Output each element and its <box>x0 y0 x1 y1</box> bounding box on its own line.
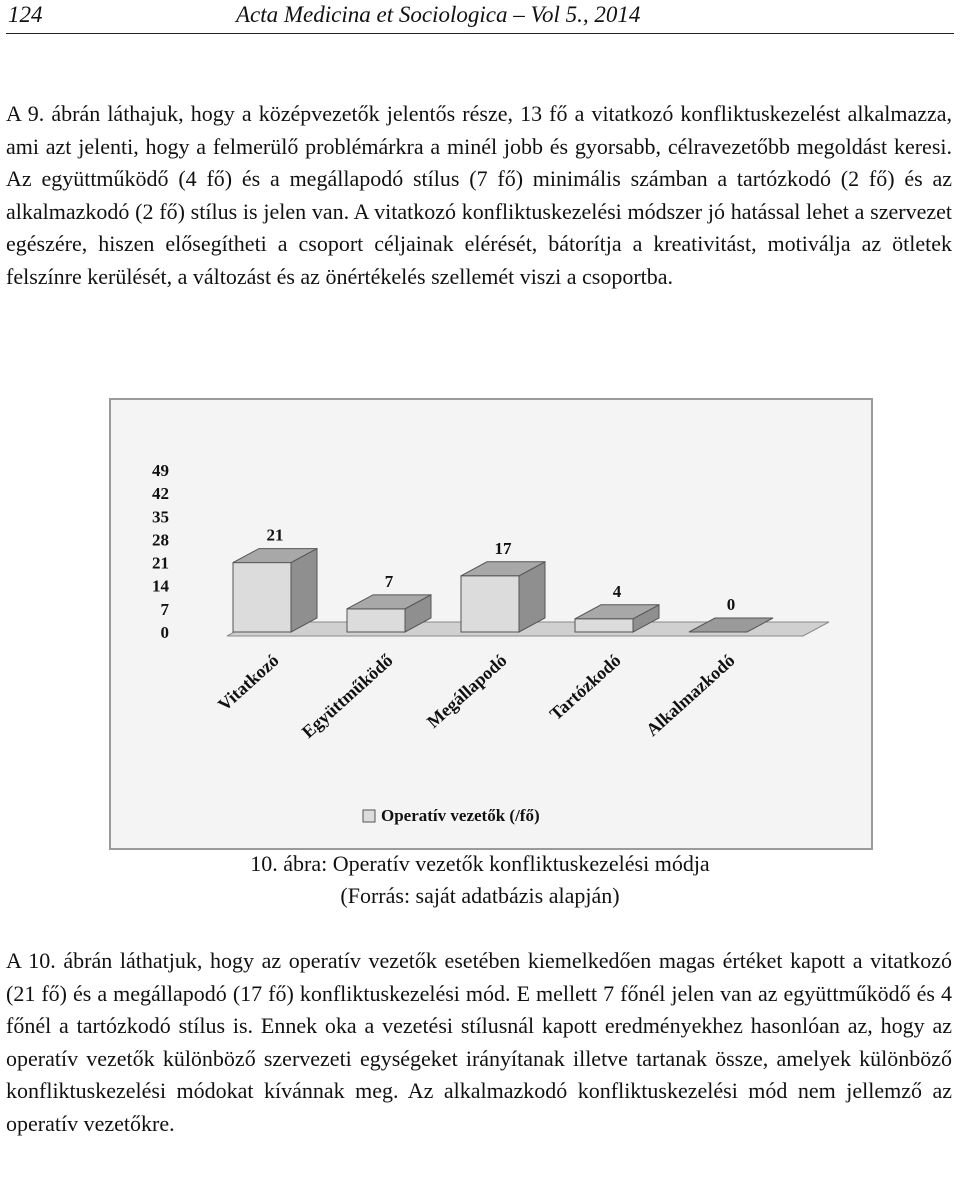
y-tick-label: 49 <box>152 461 169 480</box>
legend-swatch <box>363 810 375 822</box>
journal-title: Acta Medicina et Sociologica – Vol 5., 2014 <box>236 2 641 27</box>
figure-caption-source: (Forrás: saját adatbázis alapján) <box>340 883 620 908</box>
running-header <box>6 0 954 40</box>
bar <box>461 576 519 632</box>
header-rule <box>6 33 954 34</box>
data-label: 21 <box>266 525 284 545</box>
bar-side <box>291 549 317 632</box>
body-paragraph-1: A 9. ábrán láthajuk, hogy a középvezetők jelentős része, 13 fő a vitatkozó konfliktuskezelést alkalmazza, ami azt jelenti, hogy a felmerülő problémárkra a minél jobb és gyorsabb, célravezetőbb megoldást keresi. Az együttműködő (4 fő) és a megállapodó stílus (7 fő) minimális számban a tartózkodó (2 fő) és az alkalmazkodó (2 fő) stílus is jelen van. A vitatkozó konfliktuskezelési módszer jó hatással lehet a szervezet egészére, hiszen elősegítheti a csoport céljainak elérését, bátorítja a kreativitást, motiválja az ötletek felszínre kerülését, a változást és az önértékelés szellemét viszi a csoportba. <box>6 101 952 289</box>
bar-chart-3d <box>111 400 871 848</box>
bar <box>347 609 405 632</box>
category-label: Együttműködő <box>297 650 397 742</box>
y-tick-label: 21 <box>152 553 169 573</box>
y-tick-label: 28 <box>152 530 169 550</box>
body-paragraph-2: A 10. ábrán láthatjuk, hogy az operatív vezetők esetében kiemelkedően magas értéket kapott a vitatkozó (21 fő) és a megállapodó (17 fő) konfliktuskezelési mód. E mellett 7 főnél jelen van az együttműködő és 4 főnél a tartózkodó stílus is. Ennek oka a vezetési stílusnál kapott eredményekhez hasonlóan az, hogy az operatív vezetők különböző szervezeti egységeket irányítanak illetve tartanak össze, amelyek különböző konfliktuskezelési módokat kívánnak meg. Az alkalmazkodó konfliktuskezelési mód nem jellemző az operatív vezetőkre. <box>6 948 952 1136</box>
category-label: Vitatkozó <box>214 650 283 715</box>
data-label: 7 <box>384 571 394 591</box>
category-label: Megállapodó <box>422 650 511 732</box>
bar <box>575 619 633 632</box>
y-tick-label: 14 <box>152 576 169 596</box>
data-label: 0 <box>726 595 736 614</box>
y-tick-label: 42 <box>152 484 169 504</box>
bar <box>233 563 291 632</box>
y-tick-label: 35 <box>152 507 169 527</box>
data-label: 17 <box>494 538 512 558</box>
category-label: Tartózkodó <box>545 650 625 725</box>
y-tick-label: 0 <box>160 623 169 642</box>
category-label: Alkalmazkodó <box>642 650 739 740</box>
figure-10-chart <box>109 398 873 850</box>
y-tick-label: 7 <box>160 599 169 619</box>
data-label: 4 <box>612 581 622 601</box>
page-number: 124 <box>8 2 43 27</box>
figure-caption-title: 10. ábra: Operatív vezetők konfliktuskezelési módja <box>250 851 710 876</box>
legend-label: Operatív vezetők (/fő) <box>381 806 540 825</box>
